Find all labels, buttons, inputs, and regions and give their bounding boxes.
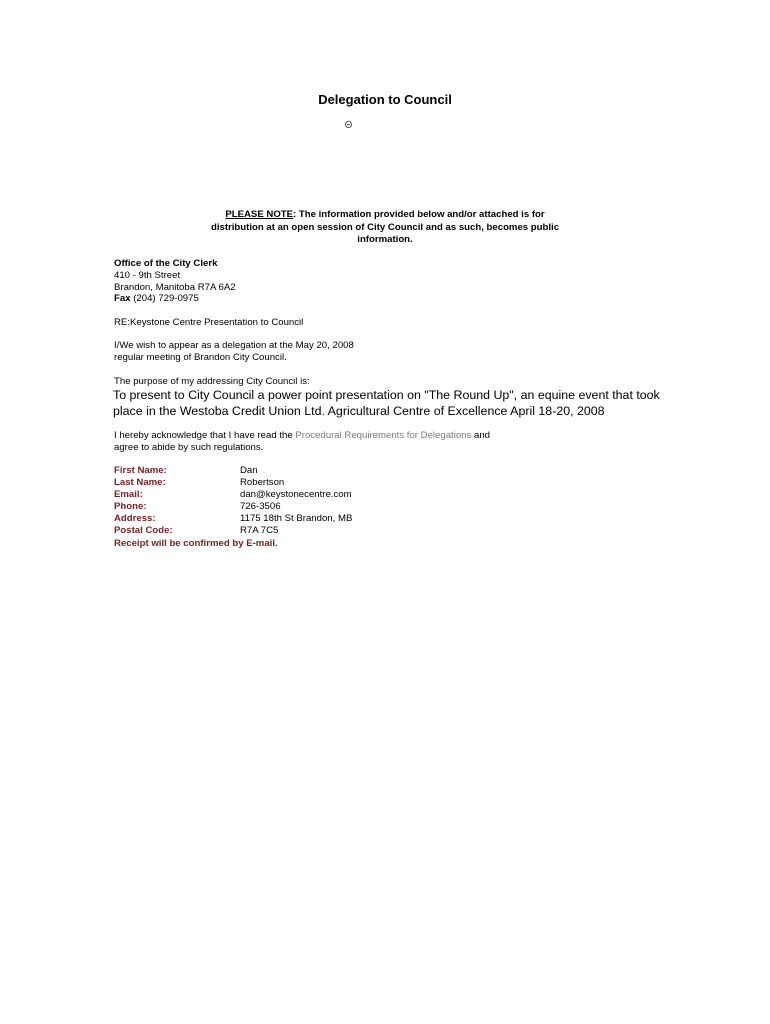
re-line: RE:Keystone Centre Presentation to Council [114,317,304,328]
wish-line-2: regular meeting of Brandon City Council. [114,351,287,363]
form-value: 1175 18th St Brandon, MB [240,513,353,525]
form-value: Dan [240,465,258,476]
form-row-email [114,489,352,501]
ack-before: I hereby acknowledge that I have read the [114,430,296,441]
form-value: Robertson [240,477,285,489]
form-row-address [114,513,352,525]
acknowledgement [114,430,490,454]
please-note [200,209,570,247]
office-fax [114,293,236,305]
form-label: Address: [114,513,156,525]
please-note-text: : The information provided below and/or attached is for distribution at an open session of City Council and as such, becomes public information. [210,209,560,245]
form-value: R7A 7C5 [240,525,279,537]
form-row-phone [114,501,352,513]
form-label: Email: [114,489,143,501]
form-label: Phone: [114,501,147,513]
ack-line-2: agree to abide by such regulations. [114,441,264,453]
please-note-lead: PLEASE NOTE [225,209,294,220]
fax-value: (204) 729-0975 [130,293,199,305]
form-row-postal-code [114,525,352,537]
delegation-request [114,340,354,364]
office-city: Brandon, Manitoba R7A 6A2 [114,281,236,293]
procedural-requirements-link[interactable]: Procedural Requirements for Delegations [295,430,472,441]
office-address [114,258,236,305]
form-row-last-name [114,477,352,489]
small-mark-icon [345,121,352,128]
form-label: First Name: [114,465,167,476]
ack-after: and [471,430,491,441]
page-title: Delegation to Council [318,92,452,107]
purpose-label: The purpose of my addressing City Council is: [114,376,310,387]
receipt-note: Receipt will be confirmed by E-mail. [114,537,278,549]
fax-label: Fax [114,293,131,305]
ack-line-1 [114,430,490,442]
office-street: 410 - 9th Street [114,269,181,281]
form-label: Last Name: [114,477,166,489]
form-value: dan@keystonecentre.com [240,489,352,501]
purpose-text: To present to City Council a power point presentation on "The Round Up", an equine event that took place in the Westoba Credit Union Ltd. Agricultural Centre of Excellence April 18-20, 2008 [113,388,660,418]
contact-form [114,465,352,550]
wish-line-1: I/We wish to appear as a delegation at the May 20, 2008 [114,340,354,351]
form-label: Postal Code: [114,525,173,537]
office-name: Office of the City Clerk [114,258,218,269]
form-value: 726-3506 [240,501,281,513]
form-row-first-name [114,465,352,477]
